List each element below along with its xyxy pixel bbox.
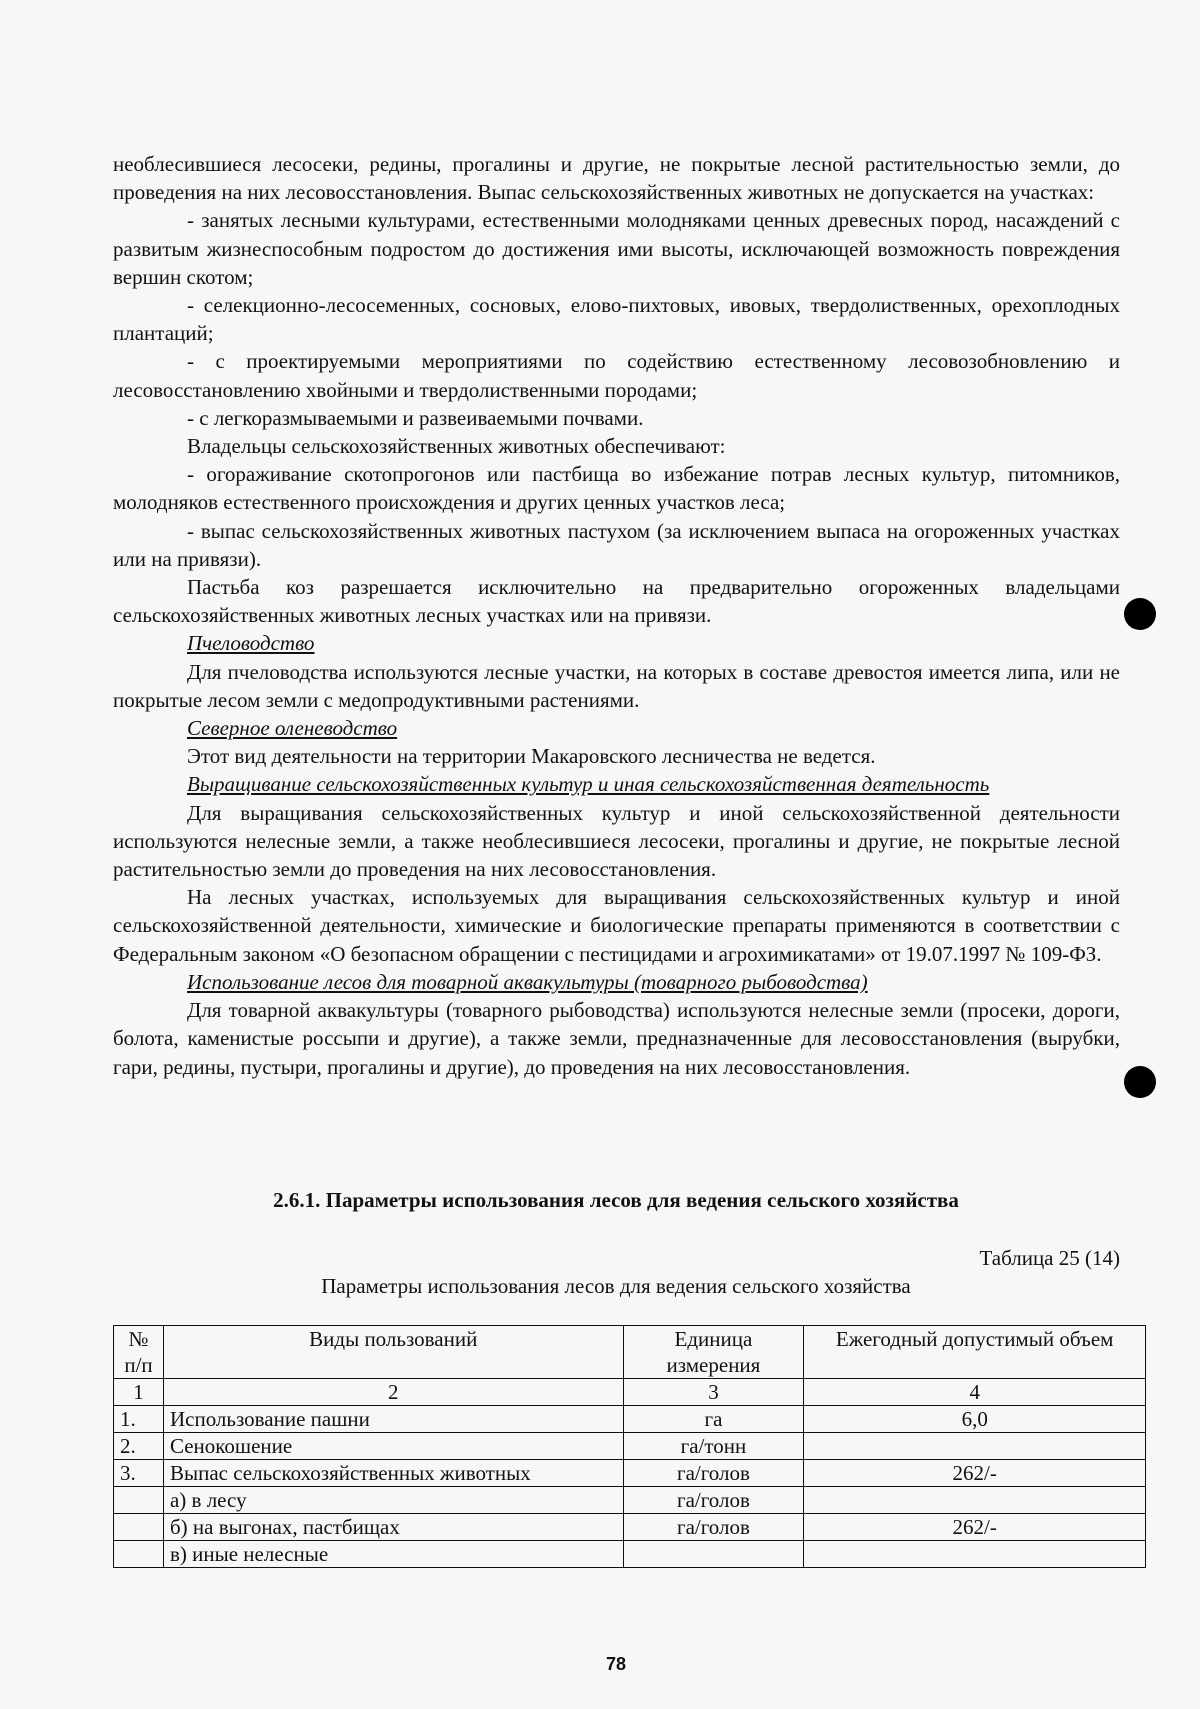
col-number: 2 (163, 1379, 623, 1406)
cell-num (114, 1541, 164, 1568)
col-number: 4 (804, 1379, 1146, 1406)
subheading-reindeer: Северное оленеводство (187, 716, 398, 741)
cell-type: а) в лесу (163, 1487, 623, 1514)
subheading-beekeeping: Пчеловодство (187, 631, 315, 656)
cell-num (114, 1487, 164, 1514)
cell-num: 1. (114, 1406, 164, 1433)
cell-type: Выпас сельскохозяйственных животных (163, 1460, 623, 1487)
cell-volume (804, 1541, 1146, 1568)
col-number: 3 (623, 1379, 804, 1406)
col-number: 1 (114, 1379, 164, 1406)
cell-unit: га/тонн (623, 1433, 804, 1460)
header-num (114, 1326, 164, 1379)
cell-volume: 6,0 (804, 1406, 1146, 1433)
table-row (114, 1514, 1146, 1541)
paragraph: Для пчеловодства используются лесные участки, на которых в составе древостоя имеется липа, или не покрытые лесом земли с медопродуктивными растениями. (113, 659, 1120, 712)
cell-type: в) иные нелесные (163, 1541, 623, 1568)
subheading-crops: Выращивание сельскохозяйственных культур и иная сельскохозяйственная деятельность (187, 772, 990, 797)
paragraph: Для выращивания сельскохозяйственных культур и иной сельскохозяйственной деятельности используются нелесные земли, а также необлесившиеся лесосеки, прогалины и другие, не покрытые лесной растительностью земли до проведения на них лесовосстановления. (113, 800, 1120, 882)
cell-num: 3. (114, 1460, 164, 1487)
cell-type: б) на выгонах, пастбищах (163, 1514, 623, 1541)
punch-hole-mark (1124, 598, 1156, 630)
section-title: 2.6.1. Параметры использования лесов для ведения сельского хозяйства (273, 1188, 959, 1212)
paragraph: Пастьба коз разрешается исключительно на предварительно огороженных владельцами сельскохозяйственных животных лесных участках или на привязи. (113, 575, 1120, 628)
parameters-table (113, 1325, 1146, 1568)
cell-volume: 262/- (804, 1514, 1146, 1541)
subheading-aquaculture: Использование лесов для товарной аквакультуры (товарного рыбоводства) (187, 969, 868, 994)
body-text (113, 150, 1120, 1081)
paragraph: необлесившиеся лесосеки, редины, прогалины и другие, не покрытые лесной растительностью земли, до проведения на них лесовосстановления. Выпас сельскохозяйственных животных не допускается на участках: (113, 152, 1120, 205)
cell-num: 2. (114, 1433, 164, 1460)
header-type: Виды пользований (163, 1326, 623, 1379)
paragraph: - огораживание скотопрогонов или пастбища во избежание потрав лесных культур, питомников, молодняков естественного происхождения и других ценных участков леса; (113, 462, 1120, 515)
paragraph: На лесных участках, используемых для выращивания сельскохозяйственных культур и иной сельскохозяйственной деятельности, химические и биологические препараты применяются в соответствии с Федеральным законом «О безопасном обращении с пестицидами и агрохимикатами» от 19.07.1997 № 109-ФЗ. (113, 885, 1120, 966)
table-caption: Параметры использования лесов для ведения сельского хозяйства (321, 1274, 911, 1298)
cell-unit: га (623, 1406, 804, 1433)
table-row (114, 1487, 1146, 1514)
paragraph: - с проектируемыми мероприятиями по содействию естественному лесовозобновлению и лесовосстановлению хвойными и твердолиственными породами; (113, 349, 1120, 402)
paragraph: Владельцы сельскохозяйственных животных обеспечивают: (187, 434, 726, 459)
cell-unit (623, 1541, 804, 1568)
header-num-line1: № (128, 1327, 149, 1351)
cell-num (114, 1514, 164, 1541)
cell-unit: га/голов (623, 1514, 804, 1541)
paragraph: - с легкоразмываемыми и развеиваемыми почвами. (187, 405, 644, 430)
header-unit (623, 1326, 804, 1379)
cell-type: Использование пашни (163, 1406, 623, 1433)
table-header-row (114, 1326, 1146, 1379)
header-unit-line1: Единица (674, 1327, 753, 1351)
punch-hole-mark (1124, 1066, 1156, 1098)
paragraph: - выпас сельскохозяйственных животных пастухом (за исключением выпаса на огороженных участках или на привязи). (113, 518, 1120, 571)
table-row (114, 1406, 1146, 1433)
cell-type: Сенокошение (163, 1433, 623, 1460)
paragraph: Этот вид деятельности на территории Макаровского лесничества не ведется. (187, 744, 876, 769)
table-row (114, 1433, 1146, 1460)
header-volume: Ежегодный допустимый объем (804, 1326, 1146, 1379)
header-num-line2: п/п (124, 1353, 153, 1377)
table-number: Таблица 25 (14) (979, 1246, 1120, 1270)
page-number: 78 (605, 1654, 627, 1674)
column-numbers-row (114, 1379, 1146, 1406)
paragraph: - селекционно-лесосеменных, сосновых, елово-пихтовых, ивовых, твердолиственных, орехоплодных плантаций; (113, 293, 1120, 346)
paragraph: - занятых лесными культурами, естественными молодняками ценных древесных пород, насаждений с развитым жизнеспособным подростом до достижения ими высоты, исключающей возможность повреждения вершин скотом; (113, 208, 1120, 289)
table-row (114, 1541, 1146, 1568)
table-row (114, 1460, 1146, 1487)
cell-volume (804, 1487, 1146, 1514)
cell-volume: 262/- (804, 1460, 1146, 1487)
header-unit-line2: измерения (666, 1353, 761, 1377)
paragraph: Для товарной аквакультуры (товарного рыбоводства) используются нелесные земли (просеки, дороги, болота, каменистые россыпи и другие), а также земли, предназначенные для лесовосстановления (вырубки, гари, редины, пустыри, прогалины и другие), до проведения на них лесовосстановления. (113, 998, 1120, 1079)
cell-unit: га/голов (623, 1487, 804, 1514)
cell-unit: га/голов (623, 1460, 804, 1487)
cell-volume (804, 1433, 1146, 1460)
